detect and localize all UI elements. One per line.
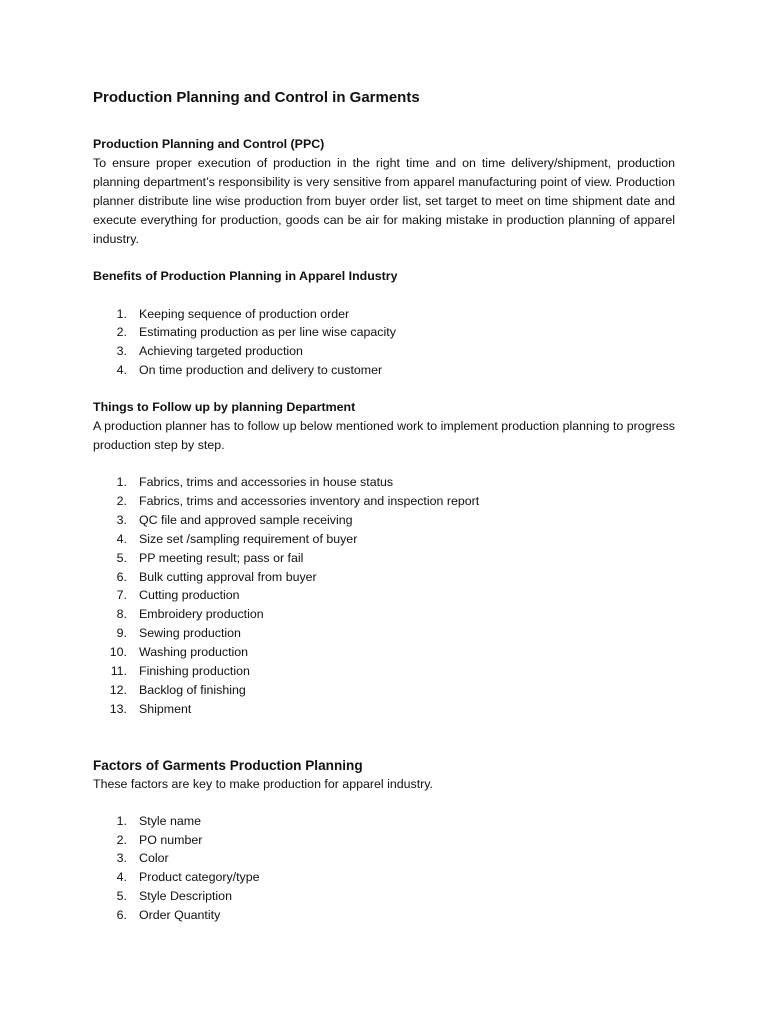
list-item [93, 342, 675, 361]
list-item-text: QC file and approved sample receiving [139, 512, 353, 527]
list-item-text: Estimating production as per line wise capacity [139, 325, 396, 340]
list-number: 6. [116, 908, 127, 923]
benefits-heading: Benefits of Production Planning in Apparel Industry [93, 268, 398, 283]
list-number: 10. [109, 645, 127, 660]
list-item [93, 511, 675, 530]
list-number: 11. [110, 664, 127, 679]
list-item-text: Achieving targeted production [139, 344, 303, 359]
factors-list [93, 812, 675, 925]
ppc-paragraph: To ensure proper execution of production in the right time and on time delivery/shipment, production planning department’s responsibility is very sensitive from apparel manufacturing point of view. Production planner distribute line wise production from buyer order list, set target to meet on time shipment date and execute everything for production, goods can be air for making mistake in production planning of apparel industry. [93, 156, 675, 246]
list-item-text: Finishing production [139, 664, 250, 679]
list-item-text: Keeping sequence of production order [139, 306, 350, 321]
factors-heading: Factors of Garments Production Planning [93, 757, 363, 773]
list-item [93, 568, 675, 587]
list-item-text: Style name [139, 813, 201, 828]
followup-paragraph: A production planner has to follow up below mentioned work to implement production planning to progress production step by step. [93, 419, 675, 453]
document-page [93, 88, 675, 925]
benefits-list [93, 305, 675, 381]
list-number: 3. [116, 344, 127, 359]
list-item [93, 906, 675, 925]
list-number: 9. [116, 626, 127, 641]
list-item-text: On time production and delivery to customer [139, 363, 383, 378]
list-item-text: Product category/type [139, 870, 260, 885]
list-item-text: Washing production [139, 645, 249, 660]
list-number: 4. [116, 531, 127, 546]
list-number: 7. [116, 588, 127, 603]
list-number: 5. [116, 550, 127, 565]
list-item-text: Embroidery production [139, 607, 264, 622]
list-item-text: PO number [139, 832, 203, 847]
factors-paragraph: These factors are key to make production for apparel industry. [93, 776, 433, 791]
list-number: 3. [116, 512, 127, 527]
ppc-section [93, 135, 675, 249]
list-number: 4. [116, 870, 127, 885]
list-item [93, 681, 675, 700]
list-number: 12. [109, 682, 127, 697]
list-item [93, 361, 675, 380]
list-item [93, 605, 675, 624]
list-number: 1. [116, 306, 127, 321]
list-item [93, 549, 675, 568]
benefits-section [93, 267, 675, 381]
list-item [93, 700, 675, 719]
list-number: 2. [116, 325, 127, 340]
list-item [93, 831, 675, 850]
list-item-text: Backlog of finishing [139, 682, 246, 697]
list-item [93, 887, 675, 906]
list-number: 13. [109, 701, 127, 716]
list-item-text: Order Quantity [139, 908, 221, 923]
list-item-text: PP meeting result; pass or fail [139, 550, 304, 565]
followup-heading: Things to Follow up by planning Department [93, 400, 356, 415]
list-number: 8. [116, 607, 127, 622]
list-item [93, 868, 675, 887]
list-item [93, 323, 675, 342]
list-item [93, 530, 675, 549]
list-item [93, 586, 675, 605]
list-item-text: Fabrics, trims and accessories in house status [139, 474, 394, 489]
list-item-text: Bulk cutting approval from buyer [139, 569, 317, 584]
list-item [93, 624, 675, 643]
list-item-text: Fabrics, trims and accessories inventory and inspection report [139, 493, 480, 508]
list-number: 5. [116, 889, 127, 904]
list-item-text: Style Description [139, 889, 232, 904]
list-item [93, 643, 675, 662]
list-item [93, 492, 675, 511]
list-number: 2. [116, 832, 127, 847]
list-item-text: Color [139, 851, 169, 866]
factors-section [93, 756, 675, 925]
list-item [93, 849, 675, 868]
followup-list [93, 473, 675, 719]
list-item [93, 662, 675, 681]
list-item-text: Shipment [139, 701, 192, 716]
followup-section [93, 398, 675, 719]
list-number: 6. [116, 569, 127, 584]
list-item-text: Size set /sampling requirement of buyer [139, 531, 358, 546]
list-item-text: Sewing production [139, 626, 241, 641]
list-item [93, 473, 675, 492]
list-number: 1. [116, 474, 127, 489]
list-number: 4. [116, 363, 127, 378]
ppc-heading: Production Planning and Control (PPC) [93, 137, 325, 151]
list-item [93, 305, 675, 324]
list-number: 3. [116, 851, 127, 866]
list-number: 1. [116, 813, 127, 828]
document-title: Production Planning and Control in Garments [93, 89, 420, 106]
list-item-text: Cutting production [139, 588, 240, 603]
list-number: 2. [116, 493, 127, 508]
list-item [93, 812, 675, 831]
